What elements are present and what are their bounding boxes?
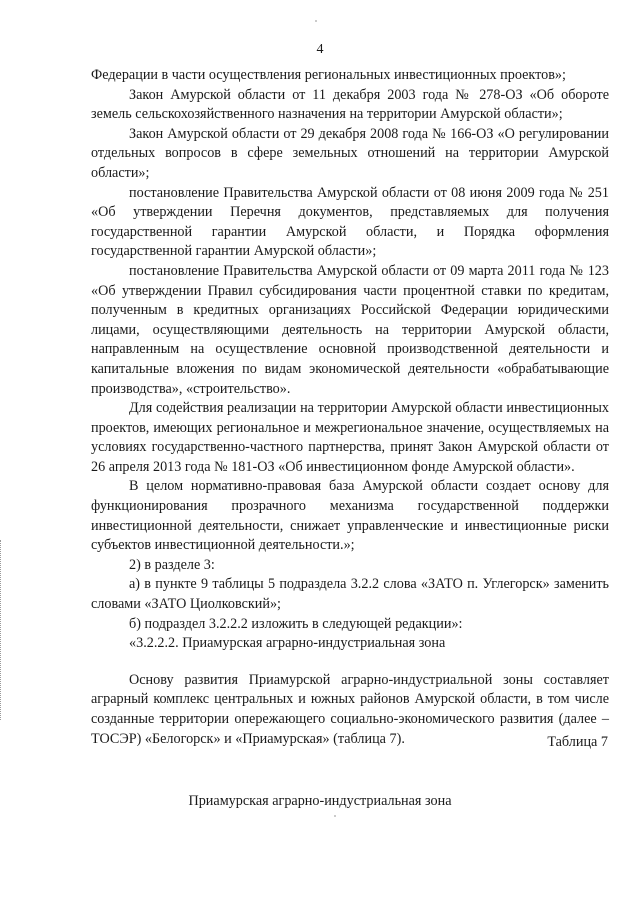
paragraph: Закон Амурской области от 29 декабря 2008 года № 166-ОЗ «О регулировании отдельных вопросов в сфере земельных отношений на территории Амурской области»; — [91, 125, 609, 181]
paragraph: В целом нормативно-правовая база Амурской области создает основу для функционирования прозрачного механизма государственной поддержки инвестиционной деятельности, снижает управленческие и инвестиционные риски субъектов инвестиционной деятельности.»; — [91, 478, 609, 554]
paragraph: а) в пункте 9 таблицы 5 подраздела 3.2.2 слова «ЗАТО п. Углегорск» заменить словами «ЗАТО Циолковский»; — [91, 576, 609, 613]
paragraph: б) подраздел 3.2.2.2 изложить в следующей редакции»: — [129, 615, 463, 632]
table-caption: Таблица 7 — [547, 734, 608, 750]
paragraph: Закон Амурской области от 11 декабря 2003 года № 278-ОЗ «Об обороте земель сельскохозяйственного назначения на территории Амурской области»; — [91, 86, 609, 123]
page-number: 4 — [316, 42, 324, 57]
paragraph: Для содействия реализации на территории Амурской области инвестиционных проектов, имеющих региональное и межрегиональное значение, осуществляемых на условиях государственно-частного партнерства, принят Закон Амурской области от 26 апреля 2013 года № 181-ОЗ «Об инвестиционном фонде Амурской области». — [91, 400, 609, 475]
paragraph: постановление Правительства Амурской области от 09 марта 2011 года № 123 «Об утверждении Правил субсидирования части процентной ставки по кредитам, полученным в кредитных организациях Российской Федерации юридическими лицами, осуществляющими деятельность на территории Амурской области, направленным на осуществление основной производственной деятельности и капитальные вложения по видам экономической деятельности «обрабатывающие производства», «строительство». — [91, 262, 609, 397]
scan-speck — [334, 815, 336, 817]
section-heading: «3.2.2.2. Приамурская аграрно-индустриальная зона — [129, 635, 446, 652]
paragraph: постановление Правительства Амурской области от 08 июня 2009 года № 251 «Об утверждении Перечня документов, представляемых для получения государственной гарантии Амурской области, и Порядка оформления государственной гарантии Амурской области»; — [91, 184, 609, 260]
paragraph: Федерации в части осуществления региональных инвестиционных проектов»; — [91, 67, 566, 83]
scan-margin-mark — [0, 540, 4, 720]
table-title: Приамурская аграрно-индустриальная зона — [188, 793, 452, 809]
spacer — [91, 654, 609, 671]
document-body — [91, 66, 609, 749]
scan-speck — [315, 20, 317, 22]
paragraph: 2) в разделе 3: — [129, 556, 215, 573]
paragraph: Основу развития Приамурской аграрно-индустриальной зоны составляет аграрный комплекс центральных и южных районов Амурской области, в том числе созданные территории опережающего социально-экономического развития (далее – ТОСЭР) «Белогорск» и «Приамурская» (таблица 7). — [91, 671, 609, 747]
